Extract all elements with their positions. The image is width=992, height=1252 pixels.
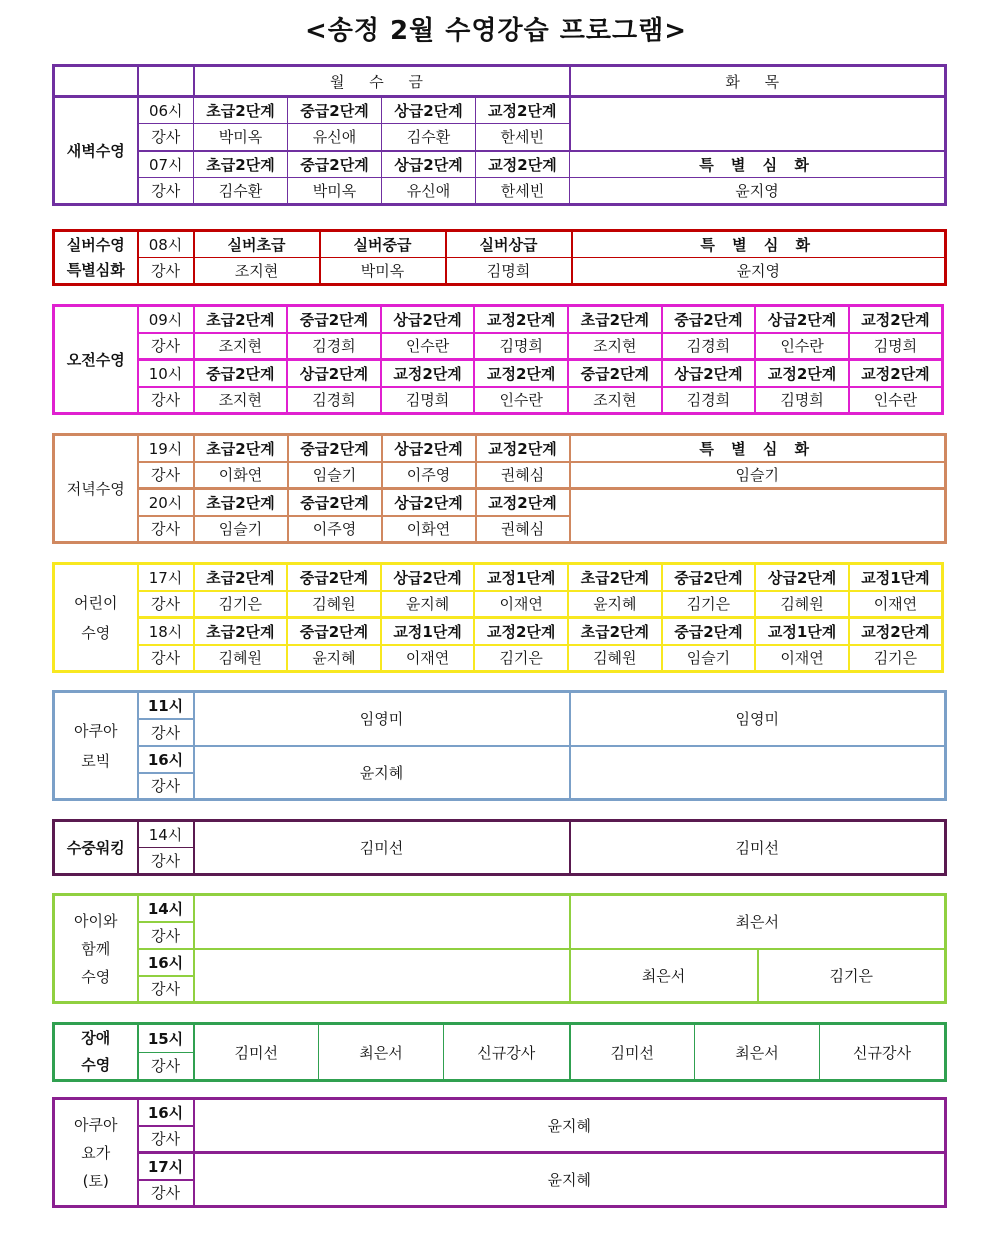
instructor-cell: 김명희 bbox=[474, 333, 568, 360]
instructor-cell: 조지현 bbox=[568, 333, 662, 360]
category-evening: 저녁수영 bbox=[54, 435, 138, 543]
time-slot: 18시 bbox=[138, 618, 194, 645]
category-dawn: 새벽수영 bbox=[54, 97, 138, 205]
instructor-cell: 임영미 bbox=[194, 692, 570, 746]
level-cell: 교정2단계 bbox=[476, 435, 570, 462]
category-disabled-line1: 장애 bbox=[81, 1029, 111, 1047]
instructor-cell: 박미옥 bbox=[194, 124, 288, 151]
category-morning: 오전수영 bbox=[54, 306, 138, 414]
level-cell: 상급2단계 bbox=[382, 489, 476, 516]
level-cell: 초급2단계 bbox=[568, 306, 662, 333]
time-slot: 19시 bbox=[138, 435, 194, 462]
level-cell: 교정1단계 bbox=[849, 564, 943, 591]
category-with-child bbox=[54, 895, 138, 1003]
instructor-cell: 윤지혜 bbox=[568, 591, 662, 618]
empty-cell bbox=[570, 97, 946, 151]
special-course-label: 특 별 심 화 bbox=[570, 435, 946, 462]
special-course-label: 특 별 심 화 bbox=[570, 151, 946, 178]
time-slot: 11시 bbox=[138, 692, 194, 719]
instructor-cell: 조지현 bbox=[194, 333, 288, 360]
category-with-child-line3: 수영 bbox=[81, 967, 111, 986]
time-slot: 07시 bbox=[138, 151, 194, 178]
instructor-cell: 김미선 bbox=[570, 1024, 695, 1081]
instructor-cell: 김미선 bbox=[194, 1024, 319, 1081]
category-kids-line2: 수영 bbox=[81, 623, 111, 642]
instructor-label: 강사 bbox=[138, 178, 194, 205]
level-cell: 초급2단계 bbox=[568, 618, 662, 645]
water-walking-table bbox=[52, 819, 947, 876]
header-blank-1 bbox=[54, 66, 138, 97]
instructor-cell: 한세빈 bbox=[476, 178, 570, 205]
level-cell: 중급2단계 bbox=[287, 618, 381, 645]
level-cell: 초급2단계 bbox=[194, 97, 288, 124]
instructor-label: 강사 bbox=[138, 1052, 194, 1081]
instructor-cell: 윤지영 bbox=[570, 178, 946, 205]
instructor-cell: 박미옥 bbox=[288, 178, 382, 205]
dawn-swim-table bbox=[52, 64, 947, 206]
instructor-cell: 유신애 bbox=[382, 178, 476, 205]
instructor-label: 강사 bbox=[138, 848, 194, 875]
instructor-cell: 최은서 bbox=[570, 949, 758, 1003]
level-cell: 교정2단계 bbox=[381, 360, 475, 387]
level-cell: 교정2단계 bbox=[849, 360, 943, 387]
instructor-cell: 임슬기 bbox=[194, 516, 288, 543]
instructor-cell: 김수환 bbox=[382, 124, 476, 151]
category-kids bbox=[54, 564, 138, 672]
instructor-cell: 김경희 bbox=[287, 387, 381, 414]
instructor-cell: 김경희 bbox=[287, 333, 381, 360]
instructor-cell: 이재연 bbox=[474, 591, 568, 618]
level-cell: 중급2단계 bbox=[288, 151, 382, 178]
category-water-walking: 수중워킹 bbox=[54, 821, 138, 875]
instructor-cell: 윤지혜 bbox=[194, 746, 570, 800]
instructor-label: 강사 bbox=[138, 258, 194, 285]
instructor-cell: 임슬기 bbox=[288, 462, 382, 489]
instructor-cell: 김명희 bbox=[755, 387, 849, 414]
instructor-cell: 임영미 bbox=[570, 692, 946, 746]
level-cell: 상급2단계 bbox=[662, 360, 756, 387]
level-cell: 실버초급 bbox=[194, 231, 320, 258]
category-aqua-yoga-line3: (토) bbox=[82, 1171, 109, 1190]
evening-swim-table bbox=[52, 433, 947, 544]
instructor-label: 강사 bbox=[138, 719, 194, 746]
instructor-label: 강사 bbox=[138, 922, 194, 949]
level-cell: 초급2단계 bbox=[194, 564, 288, 591]
instructor-cell: 이주영 bbox=[382, 462, 476, 489]
instructor-label: 강사 bbox=[138, 387, 194, 414]
instructor-cell: 김혜원 bbox=[287, 591, 381, 618]
level-cell: 중급2단계 bbox=[568, 360, 662, 387]
level-cell: 중급2단계 bbox=[288, 489, 382, 516]
instructor-cell: 김기은 bbox=[474, 645, 568, 672]
kids-swim-table bbox=[52, 562, 944, 673]
instructor-cell: 김수환 bbox=[194, 178, 288, 205]
level-cell: 초급2단계 bbox=[194, 489, 288, 516]
instructor-cell: 윤지혜 bbox=[381, 591, 475, 618]
category-aqua-yoga-line2: 요가 bbox=[81, 1143, 111, 1162]
time-slot: 10시 bbox=[138, 360, 194, 387]
level-cell: 교정2단계 bbox=[474, 306, 568, 333]
category-disabled bbox=[54, 1024, 138, 1081]
level-cell: 초급2단계 bbox=[568, 564, 662, 591]
page-title: <송정 2월 수영강습 프로그램> bbox=[304, 16, 688, 46]
category-with-child-line2: 함께 bbox=[81, 939, 111, 958]
time-slot: 14시 bbox=[138, 821, 194, 848]
instructor-cell: 이재연 bbox=[381, 645, 475, 672]
header-tue-thu: 화 목 bbox=[570, 66, 946, 97]
instructor-cell: 임슬기 bbox=[570, 462, 946, 489]
time-slot: 16시 bbox=[138, 746, 194, 773]
instructor-cell: 김명희 bbox=[381, 387, 475, 414]
time-slot: 20시 bbox=[138, 489, 194, 516]
category-aqua-yoga bbox=[54, 1099, 138, 1207]
instructor-cell: 김혜원 bbox=[755, 591, 849, 618]
level-cell: 교정1단계 bbox=[381, 618, 475, 645]
instructor-label: 강사 bbox=[138, 645, 194, 672]
instructor-cell: 윤지혜 bbox=[194, 1153, 946, 1207]
level-cell: 중급2단계 bbox=[287, 306, 381, 333]
instructor-label: 강사 bbox=[138, 1126, 194, 1153]
level-cell: 중급2단계 bbox=[287, 564, 381, 591]
instructor-label: 강사 bbox=[138, 516, 194, 543]
level-cell: 실버상급 bbox=[446, 231, 572, 258]
category-disabled-line2: 수영 bbox=[81, 1056, 111, 1074]
level-cell: 중급2단계 bbox=[194, 360, 288, 387]
instructor-cell: 조지현 bbox=[568, 387, 662, 414]
level-cell: 교정2단계 bbox=[476, 97, 570, 124]
parent-child-swim-table bbox=[52, 893, 947, 1004]
level-cell: 초급2단계 bbox=[194, 306, 288, 333]
level-cell: 상급2단계 bbox=[755, 306, 849, 333]
instructor-cell: 유신애 bbox=[288, 124, 382, 151]
level-cell: 중급2단계 bbox=[288, 435, 382, 462]
instructor-cell: 박미옥 bbox=[320, 258, 446, 285]
instructor-label: 강사 bbox=[138, 976, 194, 1003]
level-cell: 상급2단계 bbox=[382, 435, 476, 462]
special-course-label: 특 별 심 화 bbox=[572, 231, 946, 258]
instructor-cell: 신규강사 bbox=[820, 1024, 946, 1081]
empty-cell bbox=[194, 949, 570, 1003]
empty-cell bbox=[570, 746, 946, 800]
instructor-cell: 김혜원 bbox=[568, 645, 662, 672]
category-aquarobic bbox=[54, 692, 138, 800]
level-cell: 상급2단계 bbox=[755, 564, 849, 591]
instructor-cell: 김기은 bbox=[662, 591, 756, 618]
level-cell: 상급2단계 bbox=[382, 97, 476, 124]
time-slot: 17시 bbox=[138, 564, 194, 591]
level-cell: 중급2단계 bbox=[662, 618, 756, 645]
instructor-cell: 최은서 bbox=[319, 1024, 444, 1081]
instructor-cell: 권혜심 bbox=[476, 462, 570, 489]
empty-cell bbox=[194, 895, 570, 949]
level-cell: 교정2단계 bbox=[849, 618, 943, 645]
instructor-cell: 윤지영 bbox=[572, 258, 946, 285]
instructor-label: 강사 bbox=[138, 591, 194, 618]
category-with-child-line1: 아이와 bbox=[74, 911, 118, 930]
morning-swim-table bbox=[52, 304, 944, 415]
disabled-swim-table bbox=[52, 1022, 947, 1082]
time-slot: 08시 bbox=[138, 231, 194, 258]
level-cell: 교정2단계 bbox=[474, 360, 568, 387]
category-silver-line1: 실버수영 bbox=[54, 231, 138, 258]
instructor-cell: 이주영 bbox=[288, 516, 382, 543]
aqua-yoga-table bbox=[52, 1097, 947, 1208]
category-aquarobic-line1: 아쿠아 bbox=[74, 721, 118, 740]
time-slot: 09시 bbox=[138, 306, 194, 333]
level-cell: 초급2단계 bbox=[194, 618, 288, 645]
instructor-cell: 최은서 bbox=[570, 895, 946, 949]
instructor-cell: 김경희 bbox=[662, 387, 756, 414]
instructor-cell: 이화연 bbox=[194, 462, 288, 489]
instructor-cell: 권혜심 bbox=[476, 516, 570, 543]
instructor-cell: 인수란 bbox=[849, 387, 943, 414]
instructor-cell: 윤지혜 bbox=[194, 1099, 946, 1153]
time-slot: 06시 bbox=[138, 97, 194, 124]
level-cell: 상급2단계 bbox=[382, 151, 476, 178]
category-silver-line2: 특별심화 bbox=[54, 258, 138, 285]
silver-swim-table bbox=[52, 229, 947, 286]
instructor-cell: 김혜원 bbox=[194, 645, 288, 672]
time-slot: 17시 bbox=[138, 1153, 194, 1180]
level-cell: 상급2단계 bbox=[381, 306, 475, 333]
instructor-cell: 김미선 bbox=[194, 821, 570, 875]
header-mon-wed-fri: 월 수 금 bbox=[194, 66, 570, 97]
category-kids-line1: 어린이 bbox=[74, 593, 118, 612]
level-cell: 중급2단계 bbox=[662, 564, 756, 591]
instructor-cell: 인수란 bbox=[381, 333, 475, 360]
instructor-cell: 조지현 bbox=[194, 258, 320, 285]
instructor-label: 강사 bbox=[138, 773, 194, 800]
level-cell: 상급2단계 bbox=[287, 360, 381, 387]
instructor-cell: 조지현 bbox=[194, 387, 288, 414]
instructor-cell: 한세빈 bbox=[476, 124, 570, 151]
instructor-cell: 임슬기 bbox=[662, 645, 756, 672]
instructor-cell: 인수란 bbox=[755, 333, 849, 360]
time-slot: 16시 bbox=[138, 949, 194, 976]
level-cell: 상급2단계 bbox=[381, 564, 475, 591]
level-cell: 교정2단계 bbox=[476, 151, 570, 178]
time-slot: 16시 bbox=[138, 1099, 194, 1126]
instructor-cell: 인수란 bbox=[474, 387, 568, 414]
instructor-cell: 김기은 bbox=[194, 591, 288, 618]
instructor-cell: 윤지혜 bbox=[287, 645, 381, 672]
instructor-cell: 김명희 bbox=[446, 258, 572, 285]
instructor-cell: 김기은 bbox=[849, 645, 943, 672]
empty-cell bbox=[570, 489, 946, 543]
instructor-label: 강사 bbox=[138, 124, 194, 151]
time-slot: 14시 bbox=[138, 895, 194, 922]
level-cell: 실버중급 bbox=[320, 231, 446, 258]
instructor-cell: 김기은 bbox=[758, 949, 946, 1003]
level-cell: 교정2단계 bbox=[755, 360, 849, 387]
instructor-cell: 이재연 bbox=[849, 591, 943, 618]
header-blank-2 bbox=[138, 66, 194, 97]
time-slot: 15시 bbox=[138, 1024, 194, 1053]
instructor-cell: 최은서 bbox=[695, 1024, 820, 1081]
instructor-label: 강사 bbox=[138, 1180, 194, 1207]
level-cell: 교정2단계 bbox=[849, 306, 943, 333]
level-cell: 초급2단계 bbox=[194, 435, 288, 462]
aquarobic-table bbox=[52, 690, 947, 801]
level-cell: 교정2단계 bbox=[476, 489, 570, 516]
instructor-cell: 김명희 bbox=[849, 333, 943, 360]
level-cell: 교정2단계 bbox=[474, 618, 568, 645]
instructor-cell: 신규강사 bbox=[444, 1024, 570, 1081]
level-cell: 중급2단계 bbox=[288, 97, 382, 124]
level-cell: 중급2단계 bbox=[662, 306, 756, 333]
instructor-cell: 김미선 bbox=[570, 821, 946, 875]
instructor-cell: 이재연 bbox=[755, 645, 849, 672]
instructor-label: 강사 bbox=[138, 462, 194, 489]
instructor-label: 강사 bbox=[138, 333, 194, 360]
level-cell: 초급2단계 bbox=[194, 151, 288, 178]
level-cell: 교정1단계 bbox=[474, 564, 568, 591]
instructor-cell: 이화연 bbox=[382, 516, 476, 543]
instructor-cell: 김경희 bbox=[662, 333, 756, 360]
category-aquarobic-line2: 로빅 bbox=[81, 751, 111, 770]
category-aqua-yoga-line1: 아쿠아 bbox=[74, 1115, 118, 1134]
level-cell: 교정1단계 bbox=[755, 618, 849, 645]
